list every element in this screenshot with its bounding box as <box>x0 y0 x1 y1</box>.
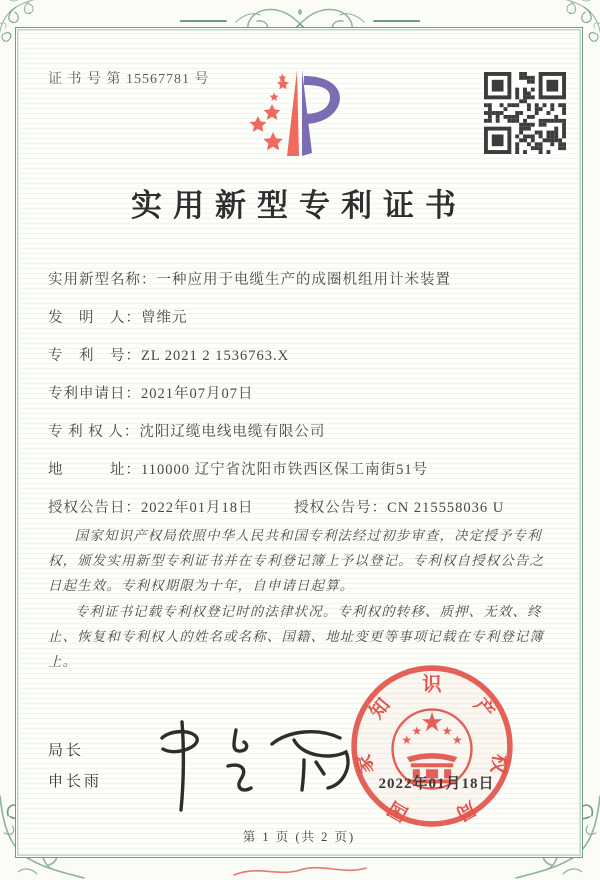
field-patentee <box>48 420 556 441</box>
legal-paragraph-2: 专利证书记载专利权登记时的法律状况。专利权的转移、质押、无效、终止、恢复和专利权人的姓名或名称、国籍、地址变更等事项记载在专利登记簿上。 <box>48 603 545 670</box>
field-address <box>48 458 556 479</box>
field-application-date <box>48 382 556 403</box>
svg-text:国: 国 <box>384 796 412 825</box>
signer-name: 申长雨 <box>48 774 103 790</box>
svg-text:★: ★ <box>441 723 453 738</box>
logo-purple-bowl <box>304 76 340 124</box>
grant-number-label: 授权公告号： <box>294 500 388 516</box>
certificate-fields <box>48 268 556 534</box>
signer-block <box>48 736 102 798</box>
signer-title: 局长 <box>48 743 85 759</box>
field-label: 专 利 号： <box>48 348 141 364</box>
svg-text:产: 产 <box>469 694 498 723</box>
seal-date: 2022年01月18日 <box>378 776 495 792</box>
legal-paragraph-1: 国家知识产权局依照中华人民共和国专利法经过初步审查，决定授予专利权，颁发实用新型专利证书并在专利登记簿上予以登记。专利权自授权公告之日起生效。专利权期限为十年，自申请日起算。 <box>48 528 545 594</box>
bottom-red-wave-ornament <box>230 863 370 879</box>
svg-text:局: 局 <box>452 796 480 825</box>
field-label: 专 利 权 人： <box>48 424 140 440</box>
svg-text:★: ★ <box>420 707 444 738</box>
field-value: 一种应用于电缆生产的成圈机组用计米装置 <box>156 272 451 288</box>
field-label: 地 址： <box>48 462 141 478</box>
page-number: 第 1 页 (共 2 页) <box>242 830 356 844</box>
grant-date-label: 授权公告日： <box>48 500 141 516</box>
certificate-title: 实用新型专利证书 <box>131 188 467 223</box>
field-label: 发 明 人： <box>48 310 141 326</box>
official-red-seal-icon <box>346 660 518 832</box>
field-label: 实用新型名称： <box>48 272 157 288</box>
field-inventor <box>48 306 556 327</box>
svg-text:知: 知 <box>366 694 395 723</box>
cnipa-logo-icon <box>240 64 358 162</box>
svg-text:识: 识 <box>422 674 442 696</box>
legal-text <box>48 523 556 674</box>
grant-number-value: CN 215558036 U <box>387 500 505 516</box>
grant-date-value: 2022年01月18日 <box>141 500 254 516</box>
svg-text:权: 权 <box>486 752 511 776</box>
svg-text:★: ★ <box>411 723 423 738</box>
logo-red-spire <box>287 70 299 156</box>
field-value: 沈阳辽缆电线电缆有限公司 <box>139 424 326 440</box>
qr-code-icon <box>484 72 566 154</box>
field-value: 2021年07月07日 <box>141 386 254 402</box>
field-value: 110000 辽宁省沈阳市铁西区保工南街51号 <box>141 462 429 478</box>
field-grant-announcement <box>48 496 556 517</box>
field-patent-number <box>48 344 556 365</box>
svg-text:家: 家 <box>353 752 378 776</box>
patent-certificate <box>15 27 583 858</box>
certificate-number: 证 书 号 第 15567781 号 <box>48 72 210 87</box>
svg-text:★: ★ <box>451 732 463 747</box>
field-label: 专利申请日： <box>48 386 141 402</box>
field-utility-model-name <box>48 268 556 289</box>
handwritten-signature-icon <box>144 716 359 816</box>
svg-text:★: ★ <box>401 732 413 747</box>
field-value: 曾维元 <box>141 310 188 326</box>
field-value: ZL 2021 2 1536763.X <box>141 348 290 364</box>
